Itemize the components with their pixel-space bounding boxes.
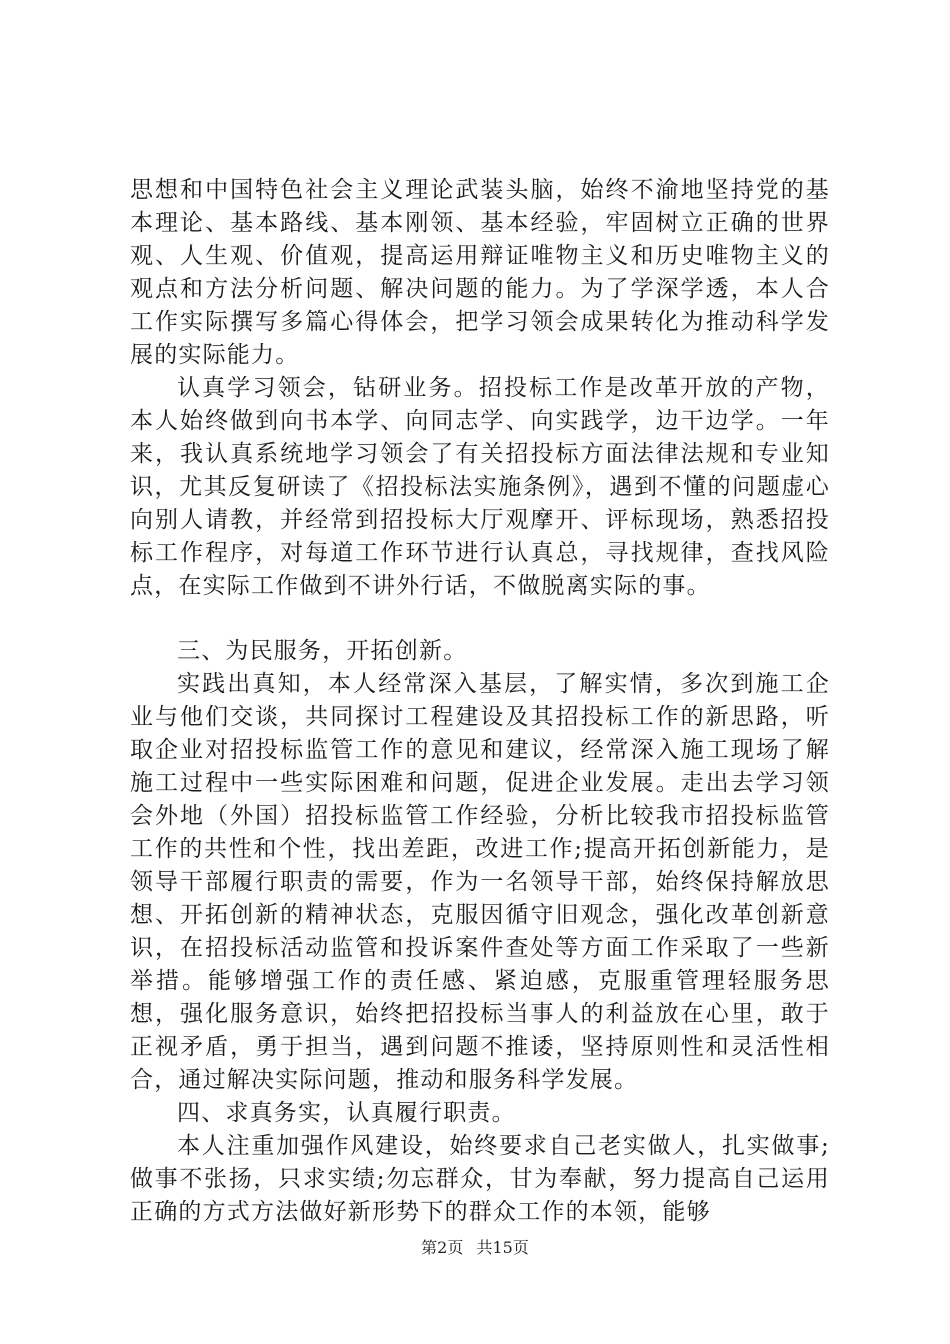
section-heading-3: 三、为民服务，开拓创新。 (177, 638, 468, 664)
page-number: 第2页 (421, 1238, 464, 1257)
section-heading-4: 四、求真务实，认真履行职责。 (177, 1100, 516, 1126)
document-body (130, 174, 830, 1229)
page-total: 共15页 (476, 1238, 529, 1257)
paragraph-work-style: 本人注重加强作风建设，始终要求自己老实做人，扎实做事;做事不张扬，只求实绩;勿忘群众，甘为奉献，努力提高自己运用正确的方式方法做好新形势下的群众工作的本领，能够 (130, 1133, 830, 1225)
paragraph-study-business: 认真学习领会，钻研业务。招投标工作是改革开放的产物，本人始终做到向书本学、向同志学、向实践学，边干边学。一年来，我认真系统地学习领会了有关招投标方面法律法规和专业知识，尤其反复研读了《招投标法实施条例》，遇到不懂的问题虚心向别人请教，并经常到招投标大厅观摩开、评标现场，熟悉招投标工作程序，对每道工作环节进行认真总，寻找规律，查找风险点，在实际工作做到不讲外行话，不做脱离实际的事。 (130, 375, 830, 599)
paragraph-continuation: 思想和中国特色社会主义理论武装头脑，始终不渝地坚持党的基本理论、基本路线、基本刚领、基本经验，牢固树立正确的世界观、人生观、价值观，提高运用辩证唯物主义和历史唯物主义的观点和方法分析问题、解决问题的能力。为了学深学透，本人合工作实际撰写多篇心得体会，把学习领会成果转化为推动科学发展的实际能力。 (130, 177, 830, 368)
paragraph-serve-innovate: 实践出真知，本人经常深入基层，了解实情，多次到施工企业与他们交谈，共同探讨工程建设及其招投标工作的新思路，听取企业对招投标监管工作的意见和建议，经常深入施工现场了解施工过程中一些实际困难和问题，促进企业发展。走出去学习领会外地（外国）招投标监管工作经验，分析比较我市招投标监管工作的共性和个性，找出差距，改进工作;提高开拓创新能力，是领导干部履行职责的需要，作为一名领导干部，始终保持解放思想、开拓创新的精神状态，克服因循守旧观念，强化改革创新意识，在招投标活动监管和投诉案件查处等方面工作采取了一些新举措。能够增强工作的责任感、紧迫感，克服重管理轻服务思想，强化服务意识，始终把招投标当事人的利益放在心里，敢于正视矛盾，勇于担当，遇到问题不推诿，坚持原则性和灵活性相合，通过解决实际问题，推动和服务科学发展。 (130, 671, 830, 1093)
paragraph-spacer (130, 603, 830, 635)
page-footer (0, 1238, 950, 1258)
